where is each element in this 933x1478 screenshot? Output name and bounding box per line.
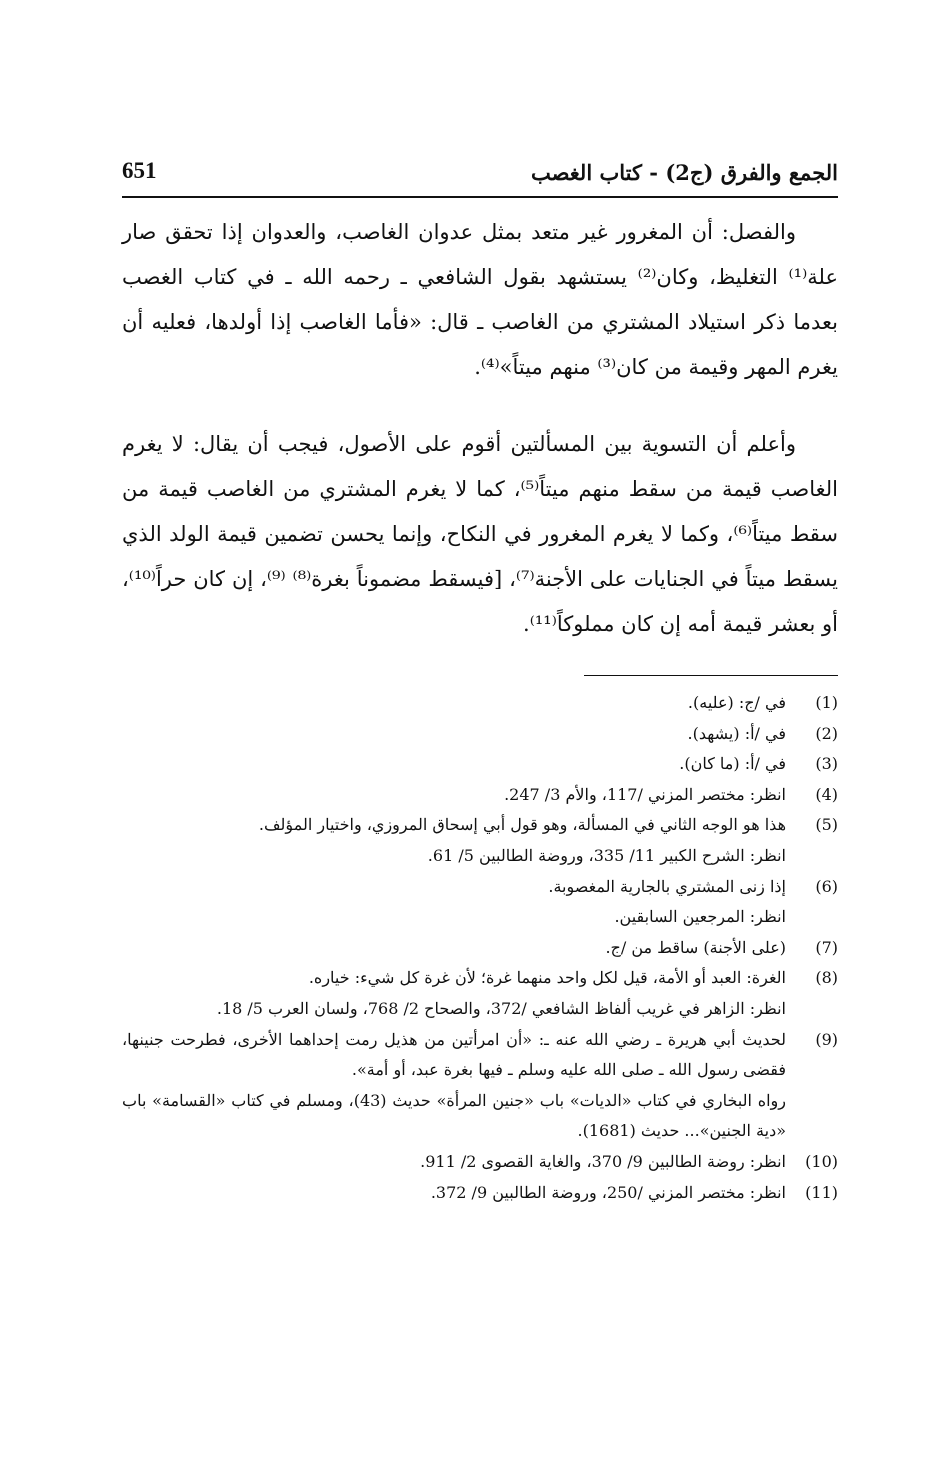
footnote	[122, 872, 838, 933]
footnote-line: انظر: المرجعين السابقين.	[614, 907, 786, 927]
footnote-line: انظر: روضة الطالبين 9/ 370، والغاية القصوى 2/ 911.	[420, 1151, 786, 1171]
footnote	[122, 688, 838, 719]
footnote-line: انظر: الشرح الكبير 11/ 335، وروضة الطالبين 5/ 61.	[427, 845, 786, 865]
footnote-text	[122, 1178, 786, 1209]
footnote	[122, 963, 838, 1024]
footnote-text	[122, 780, 786, 811]
footnote	[122, 1147, 838, 1178]
footnote-text	[122, 1147, 786, 1178]
footnote	[122, 810, 838, 871]
footnote-text	[122, 963, 786, 1024]
footnote	[122, 749, 838, 780]
footnote-number: (9)	[815, 1029, 838, 1049]
footnote	[122, 1178, 838, 1209]
footnote-number: (3)	[815, 754, 838, 774]
page-header	[122, 152, 838, 196]
footnote-line: إذا زنى المشتري بالجارية المغصوبة.	[548, 876, 786, 896]
footnote-line: في /أ: (ما كان).	[679, 754, 786, 774]
footnote-number: (8)	[815, 968, 838, 988]
main-text	[122, 210, 838, 647]
footnote-number: (1)	[815, 693, 838, 712]
footnote-number: (5)	[815, 815, 838, 835]
footnote	[122, 1025, 838, 1147]
footnote-separator	[584, 675, 838, 676]
footnote	[122, 719, 838, 750]
footnote-line: في /أ: (يشهد).	[687, 723, 786, 743]
page-number: 651	[122, 158, 157, 183]
footnote-line: الغرة: العبد أو الأمة، قيل لكل واحد منهما غرة؛ لأن غرة كل شيء: خياره.	[308, 968, 786, 988]
footnote-number: (10)	[805, 1151, 838, 1171]
footnote-text	[122, 933, 786, 964]
running-title: الجمع والفرق (ج2) - كتاب الغصب	[530, 160, 838, 185]
paragraph: وأعلم أن التسوية بين المسألتين أقوم على الأصول، فيجب أن يقال: لا يغرم الغاصب قيمة من سقط منهم ميتاً⁽⁵⁾، كما لا يغرم المشتري من الغاصب قيمة من سقط ميتاً⁽⁶⁾، وكما لا يغرم المغرور في النكاح، وإنما يحسن تضمين قيمة الولد الذي يسقط ميتاً في الجنايات على الأجنة⁽⁷⁾، [فيسقط مضموناً بغرة⁽⁸⁾ ⁽⁹⁾، إن كان حراً⁽¹⁰⁾، أو بعشر قيمة أمه إن كان مملوكاً⁽¹¹⁾.	[122, 432, 838, 636]
footnote-line: هذا هو الوجه الثاني في المسألة، وهو قول أبي إسحاق المروزي، واختيار المؤلف.	[258, 815, 786, 835]
footnote-text	[122, 749, 786, 780]
footnote-number: (4)	[815, 784, 838, 804]
footnote-line: انظر: الزاهر في غريب ألفاظ الشافعي /372، والصحاح 2/ 768، ولسان العرب 5/ 18.	[216, 998, 786, 1018]
footnote	[122, 933, 838, 964]
footnote-number: (11)	[805, 1182, 838, 1202]
header-rule	[122, 196, 838, 198]
footnote-text	[122, 719, 786, 750]
footnote-text	[122, 810, 786, 871]
footnote-line: انظر: مختصر المزني /117، والأم 3/ 247.	[504, 784, 786, 804]
footnote-text	[122, 872, 786, 933]
footnote	[122, 780, 838, 811]
paragraph: والفصل: أن المغرور غير متعد بمثل عدوان الغاصب، والعدوان إذا تحقق صار علة⁽¹⁾ التغليظ، وكان⁽²⁾ يستشهد بقول الشافعي ـ رحمه الله ـ في كتاب الغصب بعدما ذكر استيلاد المشتري من الغاصب ـ قال: «فأما الغاصب إذا أولدها، فعليه أن يغرم المهر وقيمة من كان⁽³⁾ منهم ميتاً»⁽⁴⁾.	[122, 220, 838, 379]
footnote-number: (6)	[815, 876, 838, 896]
footnote-number: (7)	[815, 937, 838, 957]
footnote-line: في /ج: (عليه).	[687, 693, 786, 712]
footnote-line: لحديث أبي هريرة ـ رضي الله عنه ـ: «أن امرأتين من هذيل رمت إحداهما الأخرى، فطرحت جنينها، فقضى رسول الله ـ صلى الله عليه وسلم ـ فيها بغرة عبد، أو أمة».	[122, 1029, 786, 1080]
footnotes	[122, 688, 838, 1208]
footnote-line: رواه البخاري في كتاب «الديات» باب «جنين المرأة» حديث (43)، ومسلم في كتاب «القسامة» باب «دية الجنين»... حديث (1681).	[122, 1090, 786, 1141]
footnote-line: (على الأجنة) ساقط من /ج.	[605, 937, 786, 957]
footnote-text	[122, 688, 786, 719]
footnote-number: (2)	[815, 723, 838, 743]
footnote-line: انظر: مختصر المزني /250، وروضة الطالبين 9/ 372.	[430, 1182, 786, 1202]
footnote-text	[122, 1025, 786, 1147]
